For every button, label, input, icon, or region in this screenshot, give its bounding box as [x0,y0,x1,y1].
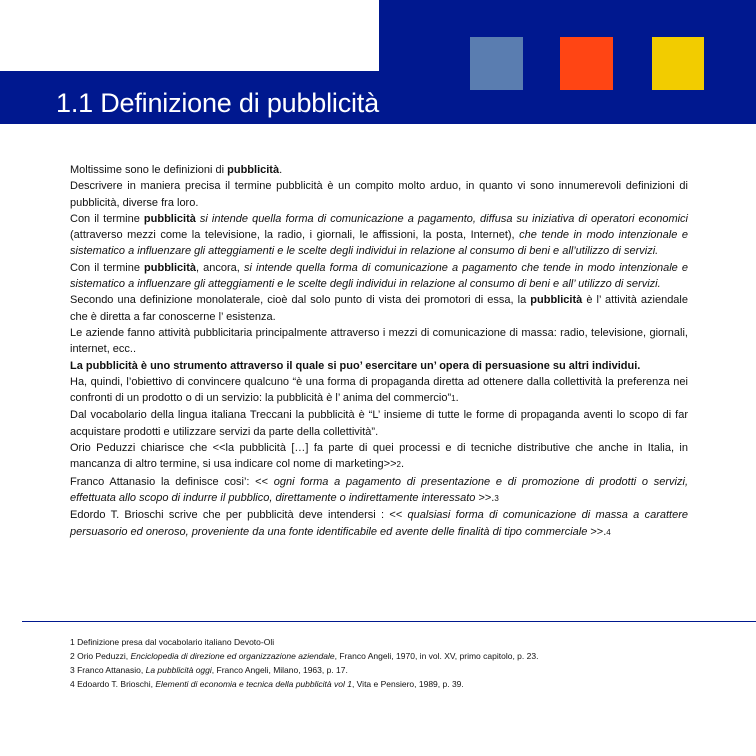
footnote [70,677,720,691]
footnote-ref: 4 [606,527,611,537]
book-title: La pubblicità oggi [145,665,212,675]
footnote [70,649,720,663]
text-run: Franco Attanasio la definisce cosi’: << [70,475,274,488]
paragraph [70,162,688,178]
text-run: Moltissime sono le definizioni di [70,164,228,176]
footnote-ref: 2 [396,460,401,470]
footnote-ref: 3 [494,493,499,503]
footnote-ref: 1 [451,394,456,404]
text-run: (attraverso mezzi come la televisione, la radio, i giornali, le affissioni, la posta, Internet), [70,229,520,242]
body-text [70,162,688,541]
text-run: 1 Definizione presa dal vocabolario italiano Devoto-Oli [70,637,275,647]
text-run: Le aziende fanno attività pubblicitaria principalmente attraverso i mezzi di comunicazione di massa: radio, televisione, giornali, internet, ecc.. [70,326,688,356]
bold-term: pubblicità [143,212,196,225]
italic-definition: che tende in modo intenzionale e sistematico a influenzare gli atteggiamenti e le scelte degli individui in relazione al consumo di beni e all’utilizzo di servizi. [70,229,688,258]
text-run: . [455,392,459,405]
paragraph [70,211,688,260]
paragraph [70,178,688,211]
text-run: Dal vocabolario della lingua italiana Treccani la pubblicità è “L’ insieme di tutte le forme di propaganda aventi lo scopo di far acquistare prodotti e utilizzare servizi da parte della collettività”. [70,409,688,438]
text-run: 2 Orio Peduzzi, [70,651,131,661]
paragraph [70,260,688,293]
text-run: , ancora, [196,261,244,274]
text-run: 3 Franco Attanasio, [70,665,146,675]
bold-statement: La pubblicità è uno strumento attraverso il quale si puo’ esercitare un’ opera di persuasione su altri individui. [70,359,641,372]
paragraph [70,440,688,474]
decorative-square-orange [560,37,613,90]
text-run: , Franco Angeli, Milano, 1963, p. 17. [211,665,348,675]
bold-term: pubblicità [227,164,280,176]
decorative-square-blue [470,37,523,90]
book-title: Elementi di economia e tecnica della pubblicità vol 1 [155,679,352,689]
paragraph [70,292,688,325]
footnote [70,663,720,677]
bold-term: pubblicità [530,294,583,307]
book-title: Enciclopedia di direzione ed organizzazione aziendale [130,651,335,661]
page-title: 1.1 Definizione di pubblicità [56,88,379,118]
text-run: Edordo T. Brioschi scrive che per pubblicità deve intendersi : << [70,509,408,522]
italic-quote: ogni forma a pagamento di presentazione e di promozione di prodotti o servizi, effettuata allo scopo di indurre il pubblico, direttamente o indirettamente interessato [70,475,689,504]
paragraph [70,474,688,508]
text-run: Secondo una definizione monolaterale, cioè dal solo punto di vista dei promotori di essa, la [70,294,531,307]
text-run: , Franco Angeli, 1970, in vol. XV, primo capitolo, p. 23. [334,651,539,661]
paragraph [70,407,688,440]
text-run: Ha, quindi, l’obiettivo di convincere qualcuno “è una forma di propaganda diretta ad ottenere dalla collettività la preferenza nei confronti di un prodotto o di un servizio: la pubblicità è l’ anima del commercio” [70,375,688,405]
paragraph [70,358,688,374]
text-run: Con il termine [70,261,145,274]
footnote-divider [22,621,756,622]
text-run: Orio Peduzzi chiarisce che <<la pubblicità […] fa parte di quei processi e di tecniche distributive che anche in Italia, in mancanza di altro termine, si usa indicare col nome di marketing>> [70,442,688,471]
italic-definition: si intende quella forma di comunicazione a pagamento, diffusa su iniziativa di operatori economici [195,212,689,225]
text-run: . [400,458,405,471]
text-run: >>. [587,525,607,538]
italic-quote: qualsiasi forma di comunicazione di massa a carattere persuasorio ed oneroso, proveniente da una fonte identificabile ed avente delle finalità di tipo commerciale [70,509,688,538]
footnote [70,635,720,649]
text-run: >>. [475,491,495,504]
paragraph [70,374,688,408]
italic-definition: si intende quella forma di comunicazione a pagamento che tende in modo intenzionale e sistematico a influenzare gli atteggiamenti e le scelte degli individui in relazione al consumo di beni e all’ utilizzo di servizi. [70,261,688,291]
text-run: 4 Edoardo T. Brioschi, [70,679,156,689]
footnotes [70,635,720,691]
bold-term: pubblicità [144,261,196,274]
paragraph [70,507,688,541]
paragraph [70,325,688,358]
text-run: Con il termine [70,212,144,225]
text-run: è l’ attività aziendale che è diretta a far conoscerne l’ esistenza. [70,294,688,323]
text-run: Descrivere in maniera precisa il termine pubblicità è un compito molto arduo, in quanto vi sono innumerevoli definizioni di pubblicità, diverse fra loro. [70,180,688,209]
decorative-square-yellow [652,37,704,90]
text-run: , Vita e Pensiero, 1989, p. 39. [351,679,464,689]
text-run: . [279,164,283,176]
